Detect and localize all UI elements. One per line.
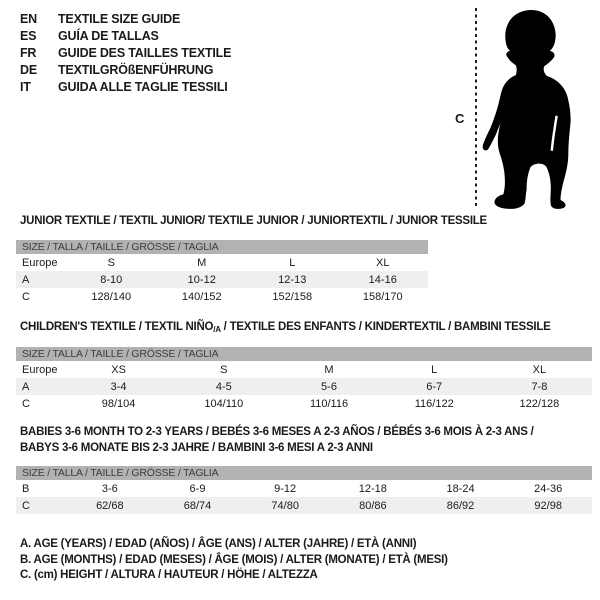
size-table-header: SIZE / TALLA / TAILLE / GRÖSSE / TAGLIA <box>16 347 592 361</box>
table-cell: L <box>289 256 296 269</box>
size-table-header: SIZE / TALLA / TAILLE / GRÖSSE / TAGLIA <box>16 466 592 480</box>
table-cell: 12-13 <box>278 273 307 286</box>
table-cell: 24-36 <box>534 482 563 495</box>
table-row <box>16 497 592 514</box>
size-table-header: SIZE / TALLA / TAILLE / GRÖSSE / TAGLIA <box>16 240 428 254</box>
table-title-children-post: / TEXTILE DES ENFANTS / KINDERTEXTIL / BAMBINI TESSILE <box>220 321 551 333</box>
language-row-de <box>20 61 231 78</box>
table-cell: 110/116 <box>309 397 349 410</box>
language-label: GUIDA ALLE TAGLIE TESSILI <box>58 79 228 94</box>
table-cell: 68/74 <box>183 499 212 512</box>
table-cell: 3-6 <box>101 482 118 495</box>
table-cell: 5-6 <box>321 380 337 393</box>
language-code: IT <box>20 79 31 94</box>
note-height-cm: C. (cm) HEIGHT / ALTURA / HAUTEUR / HÖHE / ALTEZZA <box>20 569 318 581</box>
table-cell: 4-5 <box>215 380 232 393</box>
table-cell: 116/122 <box>414 397 454 410</box>
table-cell: 92/98 <box>534 499 562 512</box>
table-cell: 3-4 <box>110 380 127 393</box>
table-cell: 98/104 <box>101 397 136 410</box>
baby-silhouette-icon <box>481 7 578 211</box>
table-cell: S <box>107 256 115 269</box>
table-cell: 74/80 <box>271 499 299 512</box>
table-cell: 14-16 <box>368 273 397 286</box>
row-label: C <box>22 499 30 512</box>
table-cell: 122/128 <box>519 397 560 410</box>
language-header <box>20 10 231 95</box>
table-cell: 104/110 <box>204 397 244 410</box>
table-row <box>16 271 428 288</box>
height-measure-dashed-line <box>475 8 477 206</box>
row-label: C <box>22 397 30 410</box>
table-cell: L <box>431 363 438 376</box>
table-cell: 158/170 <box>362 290 403 303</box>
language-row-it <box>20 78 231 95</box>
table-cell: 62/68 <box>96 499 124 512</box>
table-cell: XL <box>532 363 547 376</box>
language-row-fr <box>20 44 231 61</box>
table-title-junior: JUNIOR TEXTILE / TEXTIL JUNIOR/ TEXTILE JUNIOR / JUNIORTEXTIL / JUNIOR TESSILE <box>20 215 487 227</box>
row-label: A <box>22 273 30 286</box>
language-row-en <box>20 10 231 27</box>
table-row <box>16 254 428 271</box>
table-row <box>16 288 428 305</box>
table-title-babies-line2: BABYS 3-6 MONATE BIS 2-3 JAHRE / BAMBINI 3-6 MESI A 2-3 ANNI <box>20 442 373 454</box>
table-cell: 12-18 <box>358 482 387 495</box>
table-cell: M <box>197 256 207 269</box>
table-row <box>16 361 592 378</box>
size-table-babies <box>16 466 592 514</box>
table-title-children-pre: CHILDREN'S TEXTILE / TEXTIL NIÑO <box>20 321 214 333</box>
language-code: FR <box>20 45 37 60</box>
table-cell: 9-12 <box>274 482 297 495</box>
table-cell: 6-9 <box>189 482 206 495</box>
row-label: Europe <box>22 363 58 376</box>
language-code: EN <box>20 11 37 26</box>
language-code: ES <box>20 28 37 43</box>
table-cell: 6-7 <box>426 380 443 393</box>
row-label: B <box>22 482 30 495</box>
language-row-es <box>20 27 231 44</box>
row-label: C <box>22 290 30 303</box>
table-cell: 86/92 <box>446 499 475 512</box>
note-age-years: A. AGE (YEARS) / EDAD (AÑOS) / ÂGE (ANS) / ALTER (JAHRE) / ETÀ (ANNI) <box>20 538 417 550</box>
table-row <box>16 480 592 497</box>
note-age-months: B. AGE (MONTHS) / EDAD (MESES) / ÂGE (MOIS) / ALTER (MONATE) / ETÀ (MESI) <box>20 553 448 566</box>
table-cell: 10-12 <box>187 273 216 286</box>
language-label: TEXTILGRÖßENFÜHRUNG <box>58 62 214 77</box>
language-label: GUÍA DE TALLAS <box>58 28 159 43</box>
height-measure-label: C <box>455 111 465 126</box>
table-cell: 8-10 <box>100 273 123 286</box>
table-cell: S <box>220 363 228 376</box>
table-cell: XL <box>376 256 390 269</box>
table-cell: 140/152 <box>181 290 222 303</box>
footnotes <box>20 537 448 584</box>
language-label: TEXTILE SIZE GUIDE <box>58 11 181 26</box>
table-row <box>16 395 592 412</box>
size-table-junior <box>16 240 428 305</box>
table-cell: M <box>324 363 334 376</box>
table-cell: 18-24 <box>446 482 475 495</box>
row-label: A <box>22 380 30 393</box>
table-title-babies-line1: BABIES 3-6 MONTH TO 2-3 YEARS / BEBÉS 3-6 MESES A 2-3 AÑOS / BÉBÉS 3-6 MOIS À 2-3 ANS / <box>20 426 534 438</box>
table-cell: 152/158 <box>272 290 313 303</box>
table-title-children-sub: /A <box>213 325 221 334</box>
language-label: GUIDE DES TAILLES TEXTILE <box>58 45 232 60</box>
table-title-babies <box>20 424 534 456</box>
table-cell: 7-8 <box>531 380 548 393</box>
language-code: DE <box>20 62 37 77</box>
size-table-children <box>16 347 592 412</box>
table-row <box>16 378 592 395</box>
row-label: Europe <box>22 256 58 269</box>
table-cell: XS <box>111 363 126 376</box>
table-cell: 128/140 <box>91 290 132 303</box>
table-cell: 80/86 <box>359 499 387 512</box>
table-title-children <box>20 319 551 338</box>
